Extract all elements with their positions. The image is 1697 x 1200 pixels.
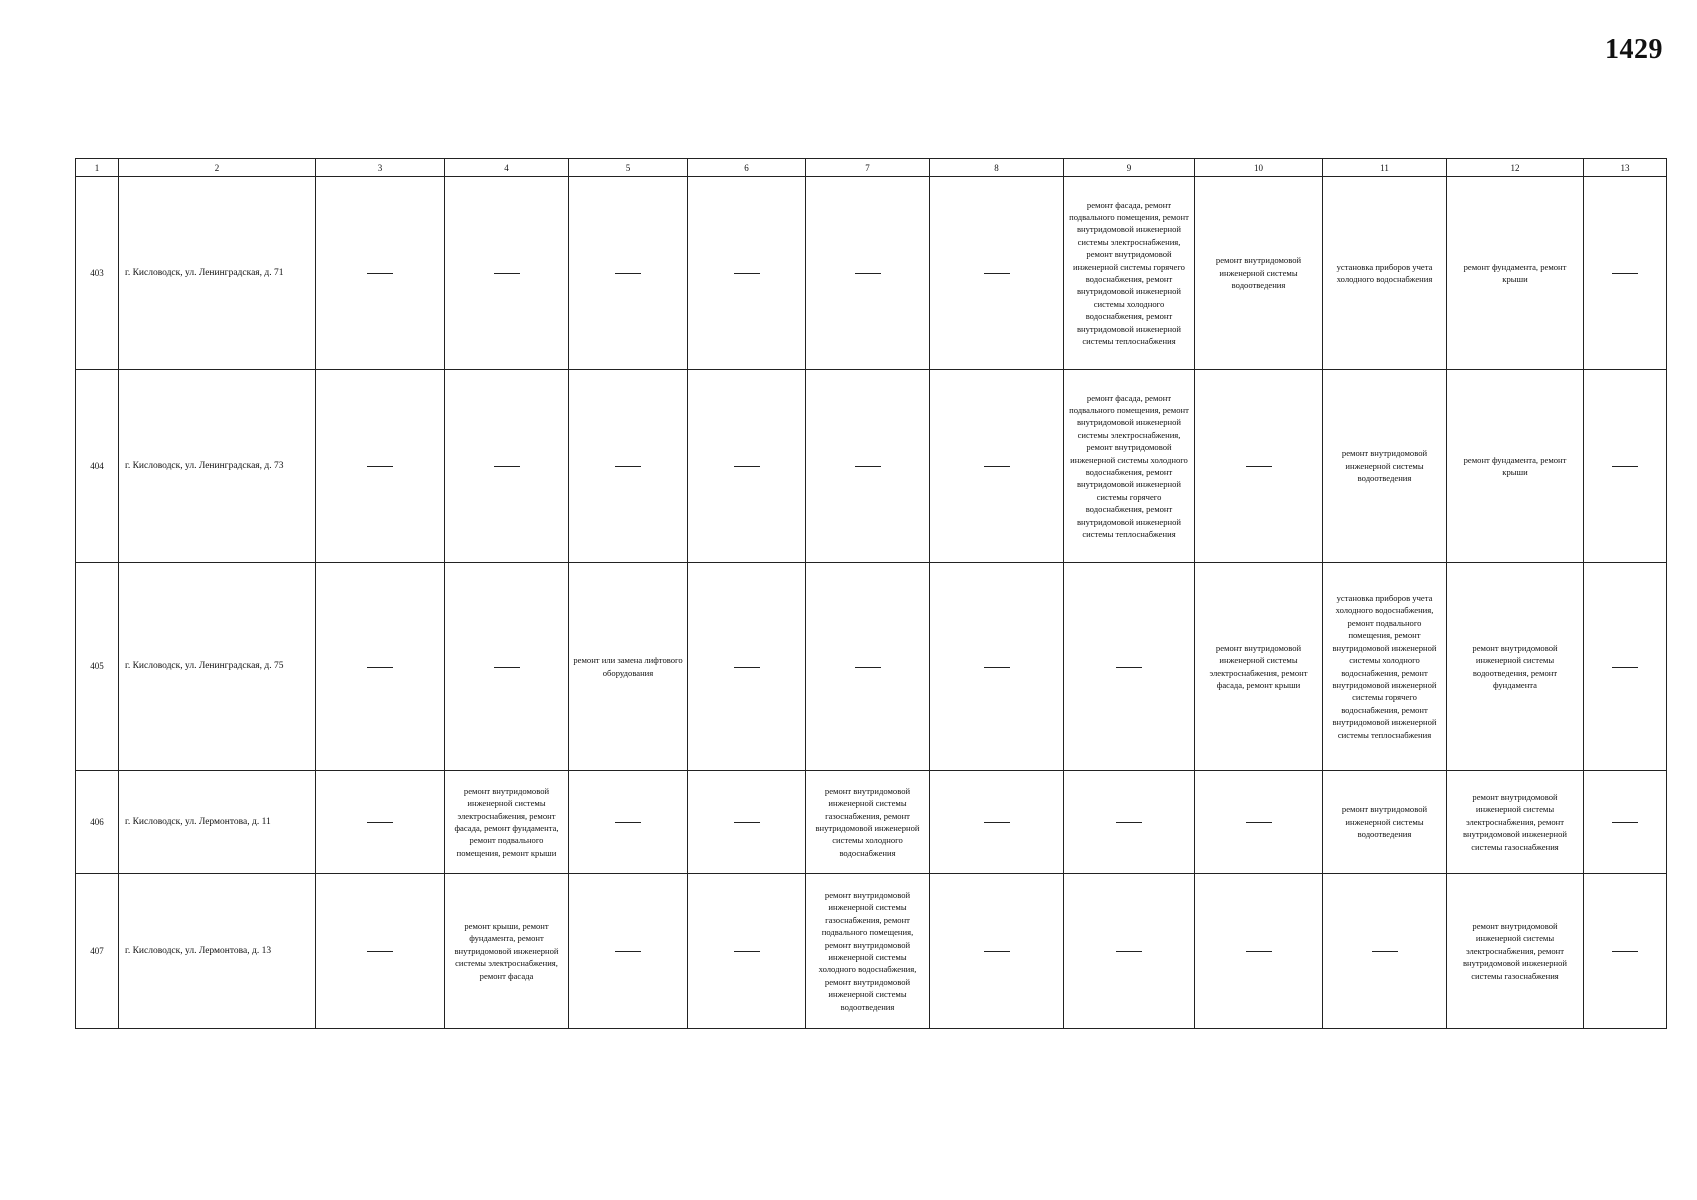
cell-text: 405 xyxy=(90,661,104,672)
dash-mark xyxy=(367,951,393,952)
work-cell-8 xyxy=(930,370,1064,563)
address-cell xyxy=(119,563,316,771)
work-cell-3 xyxy=(316,563,445,771)
work-cell-3 xyxy=(316,177,445,370)
cell-text: 407 xyxy=(90,945,104,956)
dash-mark xyxy=(615,822,641,823)
dash-mark xyxy=(615,273,641,274)
cell-text: ремонт внутридомовой инженерной системы газоснабжения, ремонт внутридомовой инженерной системы холодного водоснабжения xyxy=(815,785,920,858)
work-cell-9 xyxy=(1064,771,1195,874)
cell-text: установка приборов учета холодного водоснабжения xyxy=(1336,261,1433,284)
cell-text: ремонт внутридомовой инженерной системы водоотведения xyxy=(1341,804,1428,840)
address-cell xyxy=(119,177,316,370)
work-cell-9 xyxy=(1064,370,1195,563)
work-cell-10 xyxy=(1195,771,1323,874)
work-cell-7 xyxy=(806,563,930,771)
work-cell-11 xyxy=(1323,874,1447,1029)
work-cell-12 xyxy=(1447,771,1584,874)
repair-schedule-table xyxy=(75,158,1667,1029)
table-header-row xyxy=(76,159,1667,177)
row-number-cell xyxy=(76,177,119,370)
table-row xyxy=(76,370,1667,563)
table-row xyxy=(76,563,1667,771)
cell-text: ремонт внутридомовой инженерной системы водоотведения xyxy=(1215,255,1302,291)
address-cell xyxy=(119,771,316,874)
cell-text: ремонт фасада, ремонт подвального помещения, ремонт внутридомовой инженерной системы электроснабжения, ремонт внутридомовой инженерной системы горячего водоснабжения, ремонт внутридомовой инженерной системы холодного водоснабжения, ремонт внутридомовой инженерной системы теплоснабжения xyxy=(1069,199,1189,347)
dash-mark xyxy=(1612,951,1638,952)
work-cell-11 xyxy=(1323,177,1447,370)
dash-mark xyxy=(1116,951,1142,952)
cell-text: г. Кисловодск, ул. Ленинградская, д. 71 xyxy=(125,267,284,278)
cell-text: ремонт внутридомовой инженерной системы электроснабжения, ремонт внутридомовой инженерной системы газоснабжения xyxy=(1462,791,1568,852)
cell-text: г. Кисловодск, ул. Ленинградская, д. 75 xyxy=(125,661,284,672)
work-cell-12 xyxy=(1447,874,1584,1029)
cell-text: ремонт внутридомовой инженерной системы водоотведения, ремонт фундамента xyxy=(1472,642,1558,690)
cell-text: г. Кисловодск, ул. Ленинградская, д. 73 xyxy=(125,460,284,471)
column-header: 6 xyxy=(688,159,806,177)
dash-mark xyxy=(734,667,760,668)
column-header: 13 xyxy=(1584,159,1667,177)
column-header: 12 xyxy=(1447,159,1584,177)
table-body xyxy=(76,159,1667,1029)
cell-text: ремонт или замена лифтового оборудования xyxy=(573,655,683,678)
work-cell-11 xyxy=(1323,563,1447,771)
column-header: 9 xyxy=(1064,159,1195,177)
work-cell-5 xyxy=(569,771,688,874)
work-cell-6 xyxy=(688,177,806,370)
work-cell-6 xyxy=(688,874,806,1029)
column-header: 1 xyxy=(76,159,119,177)
work-cell-6 xyxy=(688,771,806,874)
column-header: 8 xyxy=(930,159,1064,177)
cell-text: г. Кисловодск, ул. Лермонтова, д. 13 xyxy=(125,945,272,956)
work-cell-6 xyxy=(688,370,806,563)
work-cell-10 xyxy=(1195,563,1323,771)
column-header: 2 xyxy=(119,159,316,177)
dash-mark xyxy=(1612,466,1638,467)
cell-text: г. Кисловодск, ул. Лермонтова, д. 11 xyxy=(125,816,271,827)
dash-mark xyxy=(855,273,881,274)
column-header: 4 xyxy=(445,159,569,177)
work-cell-13 xyxy=(1584,771,1667,874)
work-cell-3 xyxy=(316,771,445,874)
row-number-cell xyxy=(76,370,119,563)
dash-mark xyxy=(1372,951,1398,952)
work-cell-8 xyxy=(930,771,1064,874)
row-number-cell xyxy=(76,771,119,874)
cell-text: ремонт внутридомовой инженерной системы водоотведения xyxy=(1341,448,1428,484)
dash-mark xyxy=(734,951,760,952)
dash-mark xyxy=(984,667,1010,668)
work-cell-5 xyxy=(569,874,688,1029)
cell-text: 406 xyxy=(90,816,104,827)
work-cell-10 xyxy=(1195,370,1323,563)
dash-mark xyxy=(494,273,520,274)
row-number-cell xyxy=(76,874,119,1029)
work-cell-8 xyxy=(930,177,1064,370)
work-cell-9 xyxy=(1064,563,1195,771)
dash-mark xyxy=(1246,822,1272,823)
cell-text: ремонт крыши, ремонт фундамента, ремонт внутридомовой инженерной системы электроснабжения, ремонт фасада xyxy=(454,920,559,981)
work-cell-13 xyxy=(1584,177,1667,370)
cell-text: ремонт внутридомовой инженерной системы электроснабжения, ремонт фасада, ремонт крыши xyxy=(1209,642,1308,690)
work-cell-13 xyxy=(1584,563,1667,771)
work-cell-4 xyxy=(445,874,569,1029)
work-cell-10 xyxy=(1195,874,1323,1029)
dash-mark xyxy=(367,822,393,823)
work-cell-4 xyxy=(445,177,569,370)
work-cell-8 xyxy=(930,563,1064,771)
dash-mark xyxy=(1612,822,1638,823)
dash-mark xyxy=(1116,667,1142,668)
work-cell-13 xyxy=(1584,370,1667,563)
work-cell-5 xyxy=(569,177,688,370)
work-cell-4 xyxy=(445,370,569,563)
work-cell-10 xyxy=(1195,177,1323,370)
work-cell-6 xyxy=(688,563,806,771)
work-cell-7 xyxy=(806,177,930,370)
dash-mark xyxy=(494,667,520,668)
dash-mark xyxy=(367,667,393,668)
dash-mark xyxy=(1116,822,1142,823)
work-cell-12 xyxy=(1447,370,1584,563)
table-row xyxy=(76,771,1667,874)
work-cell-7 xyxy=(806,370,930,563)
dash-mark xyxy=(367,466,393,467)
cell-text: ремонт внутридомовой инженерной системы электроснабжения, ремонт фасада, ремонт фундамента, ремонт подвального помещения, ремонт крыши xyxy=(454,785,559,858)
address-cell xyxy=(119,874,316,1029)
dash-mark xyxy=(984,273,1010,274)
dash-mark xyxy=(855,667,881,668)
work-cell-8 xyxy=(930,874,1064,1029)
table-row xyxy=(76,874,1667,1029)
work-cell-7 xyxy=(806,874,930,1029)
work-cell-12 xyxy=(1447,177,1584,370)
cell-text: 403 xyxy=(90,267,104,278)
work-cell-5 xyxy=(569,370,688,563)
work-cell-7 xyxy=(806,771,930,874)
dash-mark xyxy=(984,466,1010,467)
address-cell xyxy=(119,370,316,563)
column-header: 10 xyxy=(1195,159,1323,177)
work-cell-4 xyxy=(445,771,569,874)
work-cell-11 xyxy=(1323,771,1447,874)
page-number: 1429 xyxy=(1605,34,1663,65)
dash-mark xyxy=(367,273,393,274)
work-cell-13 xyxy=(1584,874,1667,1029)
dash-mark xyxy=(734,466,760,467)
table-row xyxy=(76,177,1667,370)
column-header: 3 xyxy=(316,159,445,177)
column-header: 11 xyxy=(1323,159,1447,177)
dash-mark xyxy=(984,951,1010,952)
column-header: 7 xyxy=(806,159,930,177)
dash-mark xyxy=(615,466,641,467)
cell-text: ремонт внутридомовой инженерной системы электроснабжения, ремонт внутридомовой инженерной системы газоснабжения xyxy=(1462,920,1568,981)
dash-mark xyxy=(494,466,520,467)
dash-mark xyxy=(615,951,641,952)
cell-text: ремонт фундамента, ремонт крыши xyxy=(1463,261,1567,284)
dash-mark xyxy=(734,822,760,823)
dash-mark xyxy=(734,273,760,274)
work-cell-5 xyxy=(569,563,688,771)
cell-text: ремонт фундамента, ремонт крыши xyxy=(1463,454,1567,477)
work-cell-9 xyxy=(1064,177,1195,370)
dash-mark xyxy=(984,822,1010,823)
cell-text: 404 xyxy=(90,460,104,471)
dash-mark xyxy=(1612,667,1638,668)
dash-mark xyxy=(1246,951,1272,952)
dash-mark xyxy=(855,466,881,467)
work-cell-3 xyxy=(316,370,445,563)
cell-text: ремонт внутридомовой инженерной системы газоснабжения, ремонт подвального помещения, ремонт внутридомовой инженерной системы холодного водоснабжения, ремонт внутридомовой инженерной системы водоотведения xyxy=(818,889,917,1012)
work-cell-11 xyxy=(1323,370,1447,563)
cell-text: ремонт фасада, ремонт подвального помещения, ремонт внутридомовой инженерной системы электроснабжения, ремонт внутридомовой инженерной системы холодного водоснабжения, ремонт внутридомовой инженерной системы горячего водоснабжения, ремонт внутридомовой инженерной системы теплоснабжения xyxy=(1069,392,1189,540)
work-cell-4 xyxy=(445,563,569,771)
cell-text: установка приборов учета холодного водоснабжения, ремонт подвального помещения, ремонт внутридомовой инженерной системы холодного водоснабжения, ремонт внутридомовой инженерной системы горячего водоснабжения, ремонт внутридомовой инженерной системы теплоснабжения xyxy=(1332,593,1437,740)
column-header: 5 xyxy=(569,159,688,177)
work-cell-9 xyxy=(1064,874,1195,1029)
dash-mark xyxy=(1246,466,1272,467)
work-cell-3 xyxy=(316,874,445,1029)
dash-mark xyxy=(1612,273,1638,274)
work-cell-12 xyxy=(1447,563,1584,771)
row-number-cell xyxy=(76,563,119,771)
